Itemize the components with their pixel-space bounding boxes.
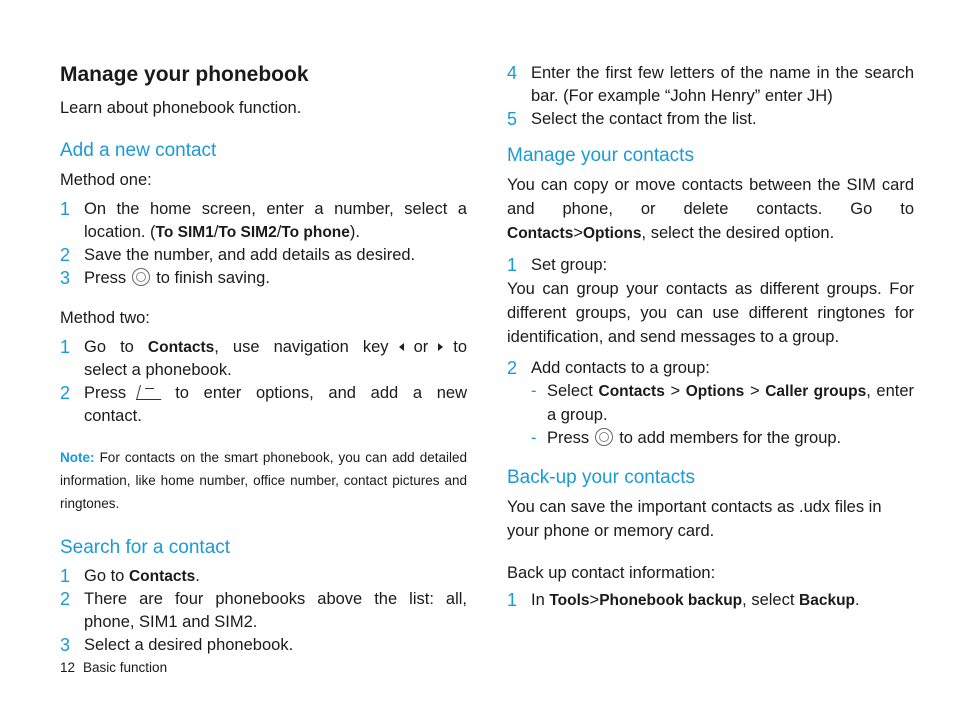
backup-heading: Back-up your contacts: [507, 466, 695, 488]
list-item: 1 Go to Contacts.: [60, 566, 200, 586]
right-column: [507, 62, 914, 612]
note: Note: For contacts on the smart phonebook, you can add detailed information, like home number, office number, contact pictures and ringtones.: [60, 450, 467, 511]
left-column: [60, 60, 467, 657]
list-item: 2 Add contacts to a group:: [507, 358, 710, 378]
right-arrow-icon: [438, 343, 443, 351]
list-item: 4 Enter the first few letters of the name in the search bar. (For example “John Henry” enter JH): [507, 63, 914, 105]
left-arrow-icon: [399, 343, 404, 351]
list-item: 1 Go to Contacts, use navigation key or to select a phonebook.: [60, 337, 467, 379]
list-item: 2 Press to enter options, and add a new contact.: [60, 383, 467, 425]
search-contact-heading: Search for a contact: [60, 537, 231, 558]
intro-text: Learn about phonebook function.: [60, 99, 302, 117]
list-item: 1 In Tools>Phonebook backup, select Backup.: [507, 589, 860, 610]
group-paragraph: You can group your contacts as different groups. For different groups, you can use different ringtones for identification, and send messages to a group.: [507, 280, 914, 346]
ok-key-icon: [595, 428, 613, 446]
manage-contacts-heading: Manage your contacts: [507, 145, 694, 166]
section-name: Basic function: [83, 660, 168, 675]
method-one-label: Method one:: [60, 171, 152, 189]
page-number: 12: [60, 660, 76, 675]
list-item: 3 Press to finish saving.: [60, 268, 270, 288]
list-item: 2 Save the number, and add details as desired.: [60, 245, 416, 265]
page-footer: [60, 660, 175, 675]
add-contact-heading: Add a new contact: [60, 140, 217, 161]
page-title: Manage your phonebook: [60, 63, 309, 86]
backup-sub-label: Back up contact information:: [507, 563, 716, 582]
method-two-label: Method two:: [60, 309, 150, 327]
list-item: 1 Set group:: [507, 255, 608, 275]
left-softkey-icon: [136, 385, 165, 400]
backup-paragraph: You can save the important contacts as .udx files in your phone or memory card.: [507, 497, 882, 540]
list-item: 1 On the home screen, enter a number, select a location. (To SIM1/To SIM2/To phone).: [60, 199, 467, 241]
list-item: 3 Select a desired phonebook.: [60, 635, 294, 655]
ok-key-icon: [132, 268, 150, 286]
manage-paragraph: You can copy or move contacts between the SIM card and phone, or delete contacts. Go to Contacts>Options, select the desired option.: [507, 176, 914, 242]
sub-list-item: - Press to add members for the group.: [531, 429, 842, 447]
list-item: 2 There are four phonebooks above the list: all, phone, SIM1 and SIM2.: [60, 589, 467, 631]
sub-list-item: - Select Contacts > Options > Caller groups, enter a group.: [531, 382, 915, 424]
list-item: 5 Select the contact from the list.: [507, 109, 757, 129]
